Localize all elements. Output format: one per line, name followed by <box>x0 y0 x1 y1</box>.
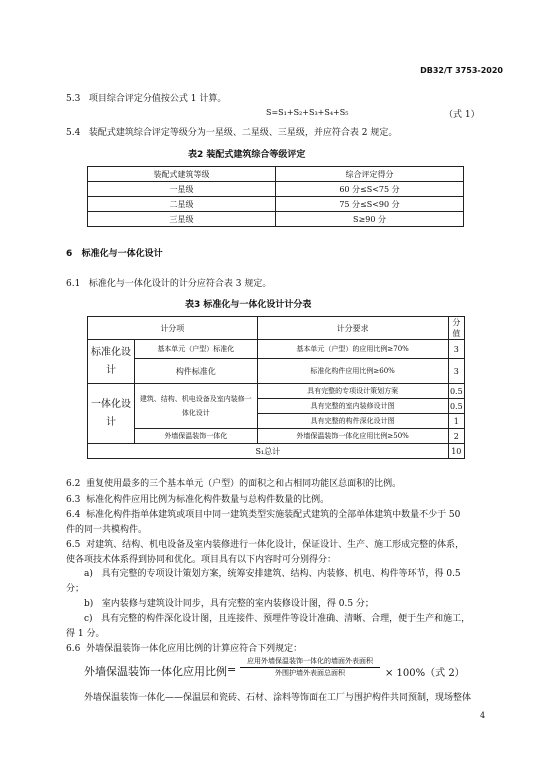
clause-number: 6.2 <box>66 479 81 489</box>
list-text: 具有完整的构件深化设计图，且连接件、预埋件等设计准确、清晰、合理，便于生产和施工， <box>101 614 471 624</box>
table3-header: 计分项 <box>88 317 258 340</box>
section-title: 标准化与一体化设计 <box>81 249 163 259</box>
formula-2-rhs: × 100%（式 2） <box>385 668 465 679</box>
table-cell: 具有完整的构件深化设计图 <box>257 414 448 429</box>
table2-caption: 表2 装配式建筑综合等级评定 <box>188 150 306 160</box>
clause-text: 标准化与一体化设计的计分应符合表 3 规定。 <box>88 279 272 289</box>
clause-6-5-cont: 使各项技术体系得到协同和优化。项目具有以下内容时可分别得分： <box>66 555 337 565</box>
last-paragraph: 外墙保温装饰一体化——保温层和瓷砖、石材、涂料等饰面在工厂与围护构件共同预制，现场整体 <box>84 693 472 703</box>
table3-total-score: 10 <box>448 444 464 459</box>
table3-header: 分值 <box>448 317 464 340</box>
list-item-c <box>84 611 470 624</box>
formula-2-fraction <box>240 657 380 678</box>
table3-group-label: 标准化设计 <box>88 340 135 384</box>
list-label: b) <box>84 599 94 609</box>
page-number: 4 <box>480 711 486 720</box>
table3-total-label: S₁总计 <box>88 444 449 459</box>
clause-number: 6.3 <box>66 495 81 505</box>
clause-6-6 <box>66 641 302 654</box>
table-cell: 75 分≤S<90 分 <box>276 197 464 212</box>
table-cell: 外墙保温装饰一体化 <box>135 429 258 444</box>
list-item-a <box>84 566 461 579</box>
table-cell: 基本单元（户型）的应用比例≥70% <box>257 340 448 359</box>
table-cell: 二星级 <box>88 197 276 212</box>
table-2 <box>87 166 464 227</box>
table2-header: 综合评定得分 <box>276 167 464 182</box>
formula-2-equals: = <box>227 663 237 676</box>
section-5-4 <box>66 125 397 138</box>
clause-text: 项目综合评定分值按公式 1 计算。 <box>88 94 227 104</box>
table-row <box>88 182 464 197</box>
table-row <box>88 384 465 399</box>
table-cell: 0.5 <box>448 384 464 399</box>
table-cell: 60 分≤S<75 分 <box>276 182 464 197</box>
clause-text: 标准化构件应用比例为标准化构件数量与总构件数量的比例。 <box>86 495 330 505</box>
clause-number: 6.5 <box>66 540 81 550</box>
clause-6-5 <box>66 537 464 550</box>
table-cell: 标准化构件应用比例≥60% <box>257 359 448 384</box>
clause-6-4-cont: 件的同一共模构件。 <box>66 525 148 535</box>
section-6-1 <box>66 276 271 289</box>
list-label: c) <box>84 614 93 624</box>
list-item-b <box>84 596 374 609</box>
clause-text: 装配式建筑综合评定等级分为一星级、二星级、三星级，并应符合表 2 规定。 <box>88 128 398 138</box>
table2-header: 装配式建筑等级 <box>88 167 276 182</box>
clause-6-2 <box>66 476 401 489</box>
formula-2-lhs: 外墙保温装饰一体化应用比例 <box>84 665 227 678</box>
clause-number: 5.3 <box>66 94 81 104</box>
doc-number: DB32/T 3753-2020 <box>420 66 503 75</box>
table3-header: 计分要求 <box>257 317 448 340</box>
table-row <box>88 197 464 212</box>
table-cell: 具有完整的室内装修设计图 <box>257 399 448 414</box>
clause-text: 外墙保温装饰一体化应用比例的计算应符合下列规定： <box>86 644 303 654</box>
table-cell: 基本单元（户型）标准化 <box>135 340 258 359</box>
table-cell: 3 <box>448 340 464 359</box>
table3-caption: 表3 标准化与一体化设计计分表 <box>185 300 312 310</box>
section-5-3 <box>66 91 226 104</box>
table-cell: 0.5 <box>448 399 464 414</box>
table-cell: 三星级 <box>88 212 276 227</box>
table-cell: 构件标准化 <box>135 359 258 384</box>
clause-6-3 <box>66 492 329 505</box>
table-3 <box>87 316 465 459</box>
table3-group-label: 一体化设计 <box>88 384 135 444</box>
table-cell: S≥90 分 <box>276 212 464 227</box>
table-row <box>88 359 465 384</box>
formula-1: S=S₁+S₂+S₃+S₄+S₅ <box>266 108 349 117</box>
clause-number: 6.1 <box>66 279 81 289</box>
clause-text: 重复使用最多的三个基本单元（户型）的面积之和占相同功能区总面积的比例。 <box>86 479 402 489</box>
table-cell: 建筑、结构、机电设备及室内装修一体化设计 <box>135 384 258 429</box>
list-text: 具有完整的专项设计策划方案，统筹安排建筑、结构、内装修、机电、构件等环节，得 0.5 <box>101 569 461 579</box>
table-row <box>88 340 465 359</box>
table-cell: 1 <box>448 414 464 429</box>
table-cell: 3 <box>448 359 464 384</box>
formula-2-numerator: 应用外墙保温装饰一体化的墙面外表面积 <box>247 657 373 665</box>
table-row <box>88 212 464 227</box>
clause-6-4 <box>66 507 460 520</box>
section-6-heading <box>66 246 163 259</box>
table-cell: 具有完整的专项设计策划方案 <box>257 384 448 399</box>
clause-number: 5.4 <box>66 128 81 138</box>
table-row <box>88 444 465 459</box>
clause-number: 6.6 <box>66 644 81 654</box>
list-label: a) <box>84 569 93 579</box>
formula-1-tag: （式 1） <box>444 110 480 120</box>
formula-2-denominator: 外围护墙外表面总面积 <box>275 669 345 677</box>
section-number: 6 <box>66 249 73 259</box>
list-text: 室内装修与建筑设计同步，具有完整的室内装修设计图，得 0.5 分； <box>101 599 374 609</box>
table-cell: 外墙保温装饰一体化应用比例≥50% <box>257 429 448 444</box>
table-cell: 2 <box>448 429 464 444</box>
clause-number: 6.4 <box>66 510 81 520</box>
table-cell: 一星级 <box>88 182 276 197</box>
table-row <box>88 429 465 444</box>
clause-text: 对建筑、结构、机电设备及室内装修进行一体化设计，保证设计、生产、施工形成完整的体系， <box>86 540 465 550</box>
clause-text: 标准化构件指单体建筑或项目中同一建筑类型实施装配式建筑的全部单体建筑中数量不少于 50 <box>86 510 461 520</box>
list-item-c-cont: 得 1 分。 <box>66 629 105 639</box>
list-item-a-cont: 分； <box>66 584 85 594</box>
fraction-bar <box>240 667 380 668</box>
